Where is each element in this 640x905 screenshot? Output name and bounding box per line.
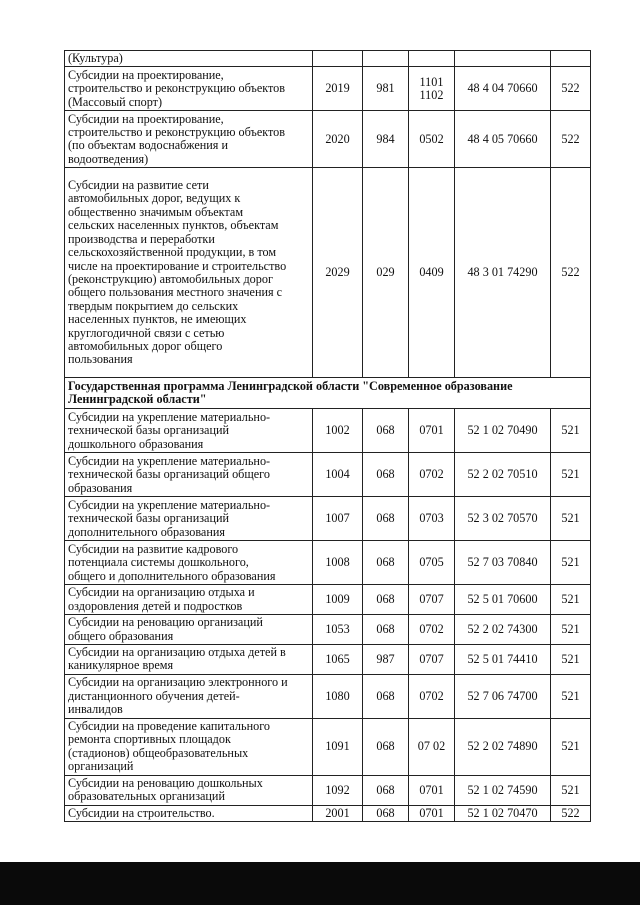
budget-table [64, 50, 591, 822]
expense-type-cell: 522 [551, 111, 591, 168]
subsidy-description: Субсидии на реновацию дошкольных образовательных организаций [65, 775, 313, 805]
gr-code-cell: 068 [363, 805, 409, 821]
section-header-row [65, 378, 591, 409]
section-code-cell: 0703 [409, 497, 455, 541]
table-row [65, 805, 591, 821]
table-row [65, 51, 591, 67]
expense-type-cell [551, 51, 591, 67]
table-row [65, 168, 591, 378]
gr-code-cell [363, 51, 409, 67]
expense-type-cell: 521 [551, 718, 591, 775]
code-cell: 2020 [313, 111, 363, 168]
section-code-cell: 0409 [409, 168, 455, 378]
gr-code-cell: 987 [363, 645, 409, 675]
section-code-cell: 0702 [409, 453, 455, 497]
table-row [65, 718, 591, 775]
gr-code-cell: 068 [363, 497, 409, 541]
section-code-cell: 0701 [409, 409, 455, 453]
gr-code-cell: 981 [363, 67, 409, 111]
target-article-cell: 52 7 03 70840 [455, 541, 551, 585]
target-article-cell: 52 3 02 70570 [455, 497, 551, 541]
subsidy-description: Субсидии на проектирование, строительство и реконструкцию объектов (Массовый спорт) [65, 67, 313, 111]
table-row [65, 67, 591, 111]
gr-code-cell: 068 [363, 585, 409, 615]
section-code-cell: 0701 [409, 805, 455, 821]
expense-type-cell: 521 [551, 409, 591, 453]
expense-type-cell: 521 [551, 585, 591, 615]
subsidy-description: Субсидии на укрепление материально- технической базы организаций общего образования [65, 453, 313, 497]
target-article-cell: 52 5 01 70600 [455, 585, 551, 615]
section-title: Государственная программа Ленинградской области "Современное образование Ленинградской области" [65, 378, 591, 409]
target-article-cell: 52 2 02 74300 [455, 615, 551, 645]
section-code-cell: 1101 1102 [409, 67, 455, 111]
target-article-cell: 48 4 04 70660 [455, 67, 551, 111]
code-cell: 1008 [313, 541, 363, 585]
code-cell: 1004 [313, 453, 363, 497]
gr-code-cell: 068 [363, 775, 409, 805]
table-row [65, 497, 591, 541]
code-cell: 2029 [313, 168, 363, 378]
gr-code-cell: 068 [363, 718, 409, 775]
target-article-cell: 52 1 02 74590 [455, 775, 551, 805]
code-cell [313, 51, 363, 67]
expense-type-cell: 521 [551, 615, 591, 645]
table-row [65, 111, 591, 168]
target-article-cell: 52 1 02 70490 [455, 409, 551, 453]
gr-code-cell: 068 [363, 674, 409, 718]
section-code-cell: 0702 [409, 615, 455, 645]
gr-code-cell: 068 [363, 453, 409, 497]
subsidy-description: Субсидии на укрепление материально- технической базы организаций дополнительного образования [65, 497, 313, 541]
section-code-cell: 0707 [409, 645, 455, 675]
subsidy-description: (Культура) [65, 51, 313, 67]
target-article-cell: 52 2 02 74890 [455, 718, 551, 775]
code-cell: 1009 [313, 585, 363, 615]
subsidy-description: Субсидии на проведение капитального ремонта спортивных площадок (стадионов) общеобразовательных организаций [65, 718, 313, 775]
code-cell: 1065 [313, 645, 363, 675]
gr-code-cell: 984 [363, 111, 409, 168]
table-row [65, 541, 591, 585]
table-row [65, 585, 591, 615]
target-article-cell: 48 4 05 70660 [455, 111, 551, 168]
expense-type-cell: 521 [551, 645, 591, 675]
subsidy-description: Субсидии на строительство. [65, 805, 313, 821]
subsidy-description: Субсидии на организацию электронного и дистанционного обучения детей- инвалидов [65, 674, 313, 718]
code-cell: 1092 [313, 775, 363, 805]
subsidy-description: Субсидии на реновацию организаций общего образования [65, 615, 313, 645]
target-article-cell: 48 3 01 74290 [455, 168, 551, 378]
code-cell: 1091 [313, 718, 363, 775]
section-code-cell: 0502 [409, 111, 455, 168]
gr-code-cell: 068 [363, 615, 409, 645]
table-row [65, 615, 591, 645]
expense-type-cell: 521 [551, 541, 591, 585]
code-cell: 2019 [313, 67, 363, 111]
table-row [65, 775, 591, 805]
expense-type-cell: 521 [551, 497, 591, 541]
code-cell: 1002 [313, 409, 363, 453]
table-row [65, 645, 591, 675]
target-article-cell [455, 51, 551, 67]
subsidy-description: Субсидии на укрепление материально- технической базы организаций дошкольного образования [65, 409, 313, 453]
target-article-cell: 52 5 01 74410 [455, 645, 551, 675]
code-cell: 1053 [313, 615, 363, 645]
code-cell: 1007 [313, 497, 363, 541]
section-code-cell: 0707 [409, 585, 455, 615]
expense-type-cell: 521 [551, 453, 591, 497]
table-body [65, 51, 591, 822]
subsidy-description: Субсидии на организацию отдыха и оздоровления детей и подростков [65, 585, 313, 615]
section-code-cell: 0701 [409, 775, 455, 805]
expense-type-cell: 521 [551, 775, 591, 805]
target-article-cell: 52 1 02 70470 [455, 805, 551, 821]
target-article-cell: 52 2 02 70510 [455, 453, 551, 497]
table-row [65, 674, 591, 718]
section-code-cell: 0705 [409, 541, 455, 585]
subsidy-description: Субсидии на развитие кадрового потенциала системы дошкольного, общего и дополнительного образования [65, 541, 313, 585]
expense-type-cell: 522 [551, 168, 591, 378]
section-code-cell [409, 51, 455, 67]
expense-type-cell: 521 [551, 674, 591, 718]
subsidy-description: Субсидии на проектирование, строительство и реконструкцию объектов (по объектам водоснабжения и водоотведения) [65, 111, 313, 168]
table-row [65, 453, 591, 497]
section-code-cell: 07 02 [409, 718, 455, 775]
gr-code-cell: 029 [363, 168, 409, 378]
section-code-cell: 0702 [409, 674, 455, 718]
gr-code-cell: 068 [363, 409, 409, 453]
scan-bottom-bar [0, 862, 640, 905]
table-row [65, 409, 591, 453]
expense-type-cell: 522 [551, 805, 591, 821]
subsidy-description: Субсидии на организацию отдыха детей в каникулярное время [65, 645, 313, 675]
gr-code-cell: 068 [363, 541, 409, 585]
code-cell: 2001 [313, 805, 363, 821]
subsidy-description: Субсидии на развитие сети автомобильных дорог, ведущих к общественно значимым объектам сельских населенных пунктов, объектам производства и переработки сельскохозяйственной продукции, в том числе на проектирование и строительство (реконструкцию) автомобильных дорог общего пользования местного значения с твердым покрытием до сельских населенных пунктов, не имеющих круглогодичной связи с сетью автомобильных дорог общего пользования [65, 168, 313, 378]
code-cell: 1080 [313, 674, 363, 718]
target-article-cell: 52 7 06 74700 [455, 674, 551, 718]
expense-type-cell: 522 [551, 67, 591, 111]
